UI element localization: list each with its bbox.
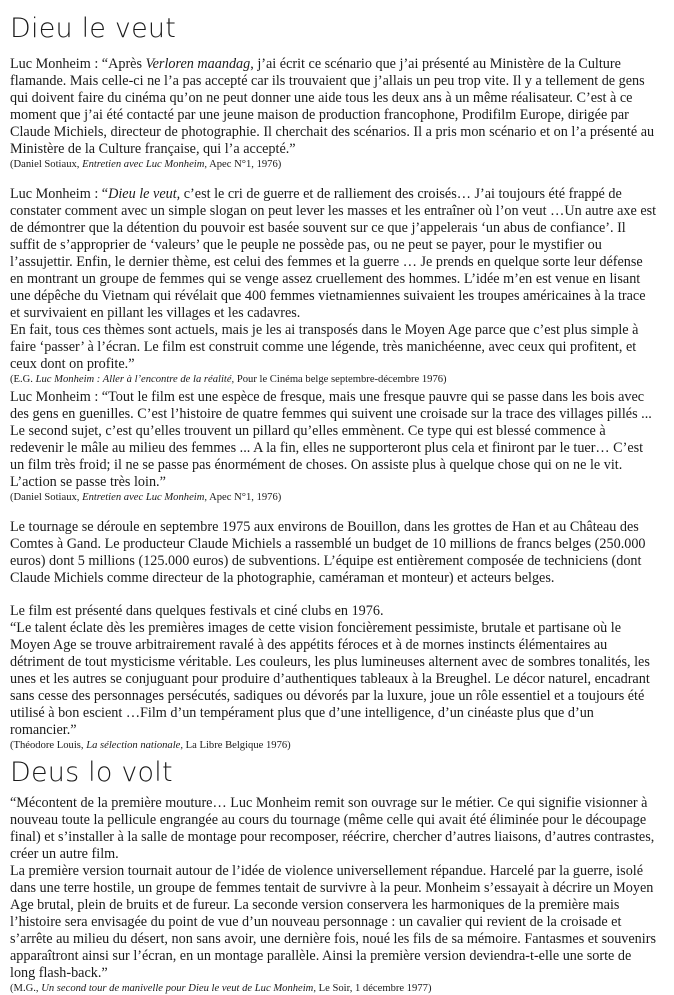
quote-text-part: Luc Monheim : “Après (10, 56, 146, 72)
quote-text: Le film est présenté dans quelques festivals et ciné clubs en 1976. “Le talent éclate dès les premières images de cette vision foncièrement pessimiste, brutale et partisane où le Moyen Age se trouve arbitrairement ravalé à des appétits féroces et à de mornes instincts élémentaires au détriment de tout mysticisme véritable. Les couleurs, les plus lumineuses alternent avec de sombres tonalités, les unes et les autres se conjuguant pour produire d’authentiques tableaux à la Breughel. Le décor naturel, encadrant sans cesse des personnages persécutés, sadiques ou dévorés par la luxure, joue un rôle essentiel et a toujours été utilisé à bon escient …Film d’un tempérament plus que d’une intelligence, d’un cinéaste plus que d’un romancier.” (10, 603, 650, 738)
quote-text: “Mécontent de la première mouture… Luc Monheim remit son ouvrage sur le métier. Ce qui signifie visionner à nouveau toute la pellicule engrangée au cours du tournage (même celle qui avait été éliminée pour le découpage final) et s’installer à la salle de montage pour recomposer, réécrire, chercher d’autres liaisons, d’autres contrastes, créer un autre film. La première version tournait autour de l’idée de violence universellement répandue. Harcelé par la guerre, isolé dans une terre hostile, un groupe de femmes tentait de survivre à la peur. Monheim s’essayait à décrire un Moyen Age brutal, plein de bruits et de fureur. La seconde version conservera les harmoniques de la première mais l’histoire sera envisagée du point de vue d’un nouveau personnage : un cavalier qui revient de la croisade et s’arrête au milieu du désert, non sans avoir, une dernière fois, noué les fils de sa mémoire. Fantasmes et souvenirs apparaîtront ainsi sur l’écran, en un montage parallèle. Ainsi la première version deviendra-t-elle une sorte de long flash-back.” (10, 795, 656, 981)
source-publication: Pour le Cinéma belge septembre-décembre 1976) (234, 374, 447, 385)
source-publication: , Apec N°1, 1976) (204, 159, 282, 170)
quote-block-deus-lo-volt (10, 795, 665, 995)
source-author: (Daniel Sotiaux, (10, 492, 83, 503)
source-title: Entretien avec Luc Monheim (82, 159, 205, 170)
source-publication: La Libre Belgique 1976) (183, 740, 291, 751)
quote-block-3 (10, 389, 665, 504)
source-publication: , Apec N°1, 1976) (204, 492, 282, 503)
source-author: (Théodore Louis, (10, 740, 87, 751)
quote-text-part: , j’ai écrit ce scénario que j’ai présenté au Ministère de la Culture flamande. Mais celle-ci ne l’a pas accepté car ils trouvaient que j’allais un peu trop vite. Il y a tellement de gens qui doivent faire du cinéma qu’on ne peut donner une aide tous les deux ans à un même réalisateur. C’est à ce moment que j’ai été contacté par une jeune maison de production francophone, Prodifilm Europe, dirigée par Claude Michiels, directeur de photographie. Il cherchait des scénarios. Il a pris mon scénario et on l’a présenté au Ministère de la Culture française, qui l’a accepté.” (10, 56, 655, 157)
source-title: Un second tour de manivelle pour Dieu le veut de Luc Monheim, (41, 983, 316, 994)
source-author: (M.G., (10, 983, 42, 994)
paragraph-text: Le tournage se déroule en septembre 1975 aux environs de Bouillon, dans les grottes de Han et au Château des Comtes à Gand. Le producteur Claude Michiels a rassemblé un budget de 10 millions de francs belges (250.000 euros) dont 5 millions (125.000 euros) de subventions. L’équipe est entièrement composée de techniciens (dont Claude Michiels comme directeur de la photographie, caméraman et monteur) et acteurs belges. (10, 519, 646, 586)
quote-text: Luc Monheim : “Tout le film est une espèce de fresque, mais une fresque pauvre qui se passe dans les bois avec des gens en guenilles. C’est l’histoire de quatre femmes qui suivent une croisade sur la trace des villages pillés ... Le second sujet, c’est qu’elles trouvent un pillard qu’elles emmènent. Ce type qui est blessé commence à redevenir le mâle au milieu des femmes ... A la fin, elles ne supporteront plus cela et finiront par le tuer… C’est un film très froid; il ne se passe pas énormément de choses. On assiste plus à quelque chose qui on ne le vit. L’action se passe très loin.” (10, 389, 652, 490)
quote-text-part: Luc Monheim : “ (10, 186, 109, 202)
quote-source (10, 739, 665, 752)
quote-block-2 (10, 186, 665, 386)
quote-text (10, 56, 665, 158)
quote-source (10, 491, 665, 504)
quote-text (10, 186, 665, 373)
quote-block-1 (10, 56, 665, 171)
production-paragraph (10, 519, 665, 587)
document-page (10, 0, 665, 995)
quote-source (10, 158, 665, 171)
source-title: Luc Monheim : Aller à l’encontre de la réalité, (35, 374, 235, 385)
section-title-deus-lo-volt: Deus lo volt (10, 757, 173, 788)
section-title-dieu-le-veut: Dieu le veut (10, 13, 176, 44)
source-author: (E.G. (10, 374, 36, 385)
film-title-italic: Verloren maandag (145, 56, 251, 72)
source-author: (Daniel Sotiaux, (10, 159, 83, 170)
quote-text-part: c’est le cri de guerre et de ralliement des croisés… J’ai toujours été frappé de constater comment avec un simple slogan on peut lever les masses et les entraîner où l’on veut …Un autre axe est de démontrer que la détention du pouvoir est basée souvent sur ce que j’appelerais ‘un abus de confiance’. Il suffit de s’approprier de ‘valeurs’ que le peuple ne possède pas, ou ne peut se payer, pour le mystifier ou l’assujettir. Enfin, le dernier thème, est celui des femmes et la guerre … Je prends en quelque sorte leur défense en montrant un groupe de femmes qui se venge assez cruellement des hommes. L’idée m’en est venue en lisant une dépêche du Vietnam qui révélait que 400 femmes vietnamiennes suivaient les troupes américaines à la trace et survivaient en pillant les villages et les cadavres. En fait, tous ces thèmes sont actuels, mais je les ai transposés dans le Moyen Age parce que c’est plus simple à faire ‘passer’ à l’écran. Le film est construit comme une légende, très manichéenne, avec ceux qui profitent, et ceux dont on profite.” (10, 186, 657, 372)
film-title-italic: Dieu le veut, (108, 186, 181, 202)
source-publication: Le Soir, 1 décembre 1977) (315, 983, 432, 994)
reception-block (10, 603, 665, 752)
source-title: La sélection nationale, (86, 740, 184, 751)
quote-source (10, 982, 665, 995)
source-title: Entretien avec Luc Monheim (82, 492, 205, 503)
quote-source (10, 373, 665, 386)
